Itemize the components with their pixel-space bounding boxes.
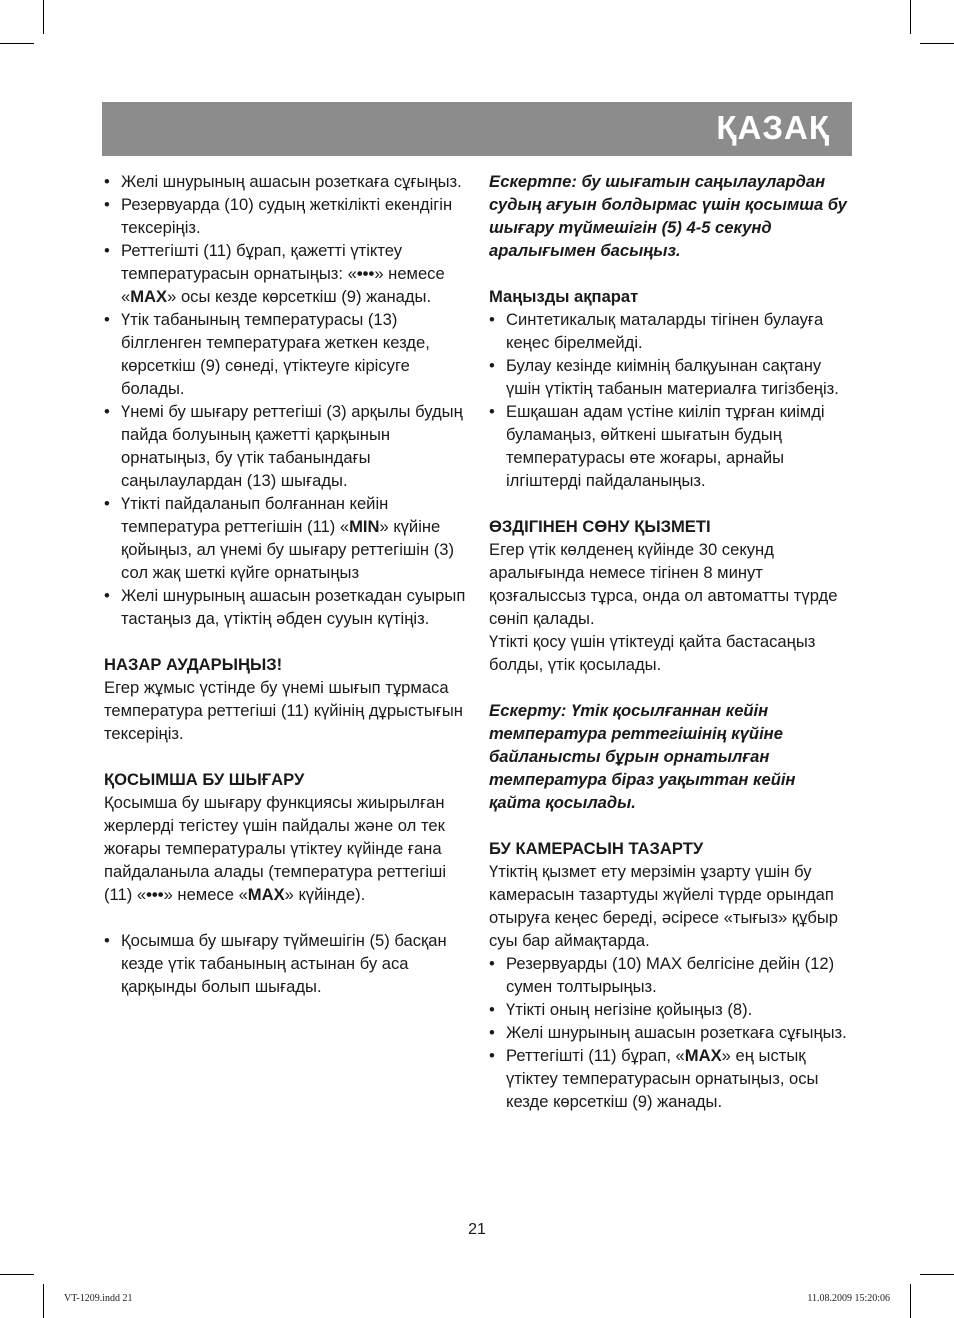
slug-file: VT-1209.indd 21 (64, 1293, 133, 1304)
crop-mark (0, 43, 34, 44)
crop-mark (43, 0, 44, 34)
right-column (489, 170, 851, 1113)
auto-off-text: Егер үтік көлденең күйінде 30 секунд аралығында немесе тігінен 8 минут қозғалыссыз тұрса, онда ол автоматты түрде сөніп қалады. (489, 540, 838, 628)
crop-mark (43, 1284, 44, 1318)
cleaning-heading: БУ КАМЕРАСЫН ТАЗАРТУ (489, 839, 704, 858)
language-banner (102, 102, 852, 156)
list-item: • Булау кезінде киімнің балқуынан сақтану үшін үтіктің табанын материалға тигізбеңіз. (489, 354, 851, 400)
cleaning-text: Үтіктің қызмет ету мерзімін ұзарту үшін бу камерасын тазартуды жүйелі түрде орындап отыруға кеңес береді, әсіресе «тығыз» құбыр суы бар аймақтарда. (489, 862, 839, 950)
extra-steam-text: Қосымша бу шығару функциясы жиырылған жерлерді тегістеу үшін пайдалы және ол тек жоғары температуралы үтіктеу күйінде ғана пайдаланыла алады (температура реттегіші (11) «•••» немесе «MAX» күйінде). (104, 793, 447, 904)
extra-steam-heading: ҚОСЫМША БУ ШЫҒАРУ (104, 770, 305, 789)
left-column (104, 170, 466, 998)
caution-note: Ескерту: Үтік қосылғаннан кейін температура реттегішінің күйіне байланысты бұрын орнатылған температура біраз уақыттан кейін қайта қосылады. (489, 701, 796, 812)
extra-steam-list (104, 929, 466, 998)
crop-mark (920, 1274, 954, 1275)
slug-timestamp: 11.08.2009 15:20:06 (807, 1293, 890, 1304)
crop-mark (920, 43, 954, 44)
auto-off-heading: ӨЗДІГІНЕН СӨНУ ҚЫЗМЕТІ (489, 517, 711, 536)
list-item: • Желі шнурының ашасын розеткаға сұғыңыз. (104, 170, 466, 193)
list-item: • Резервуарда (10) судың жеткілікті екендігін тексеріңіз. (104, 193, 466, 239)
page-title: ҚАЗАҚ (716, 109, 830, 146)
auto-off-text-2: Үтікті қосу үшін үтіктеуді қайта бастасаңыз болды, үтік қосылады. (489, 632, 816, 674)
list-item: • Ешқашан адам үстіне киіліп тұрған киімді буламаңыз, өйткені шығатын будың температурасы өте жоғары, арнайы ілгіштерді пайдаланыңыз. (489, 400, 851, 492)
page-number: 21 (468, 1221, 486, 1238)
list-item: • Үтікті пайдаланып болғаннан кейін температура реттегішін (11) «MIN» күйіне қойыңыз, ал үнемі бу шығару реттегішін (3) сол жақ шеткі күйге орнатыңыз (104, 492, 466, 584)
list-item: • Желі шнурының ашасын розеткадан суырып тастаңыз да, үтіктің әбден сууын күтіңіз. (104, 584, 466, 630)
list-item: • Үтік табанының температурасы (13) білгленген температураға жеткен кезде, көрсеткіш (9) сөнеді, үтіктеуге кірісуге болады. (104, 308, 466, 400)
list-item: • Синтетикалық маталарды тігінен булауға кеңес бірелмейді. (489, 308, 851, 354)
crop-mark (910, 0, 911, 34)
list-item: • Қосымша бу шығару түймешігін (5) басқан кезде үтік табанының астынан бу аса қарқынды болып шығады. (104, 929, 466, 998)
crop-mark (0, 1274, 34, 1275)
list-item: • Реттегішті (11) бұрап, қажетті үтіктеу температурасын орнатыңыз: «•••» немесе «MAX» осы кезде көрсеткіш (9) жанады. (104, 239, 466, 308)
list-item: • Реттегішті (11) бұрап, «MAX» ең ыстық үтіктеу температурасын орнатыңыз, осы кезде көрсеткіш (9) жанады. (489, 1044, 851, 1113)
usage-steps-list (104, 170, 466, 630)
attention-heading: НАЗАР АУДАРЫҢЫЗ! (104, 655, 283, 674)
attention-text: Егер жұмыс үстінде бу үнемі шығып тұрмаса температура реттегіші (11) күйінің дұрыстығын тексеріңіз. (104, 678, 463, 743)
crop-mark (910, 1284, 911, 1318)
list-item: • Желі шнурының ашасын розеткаға сұғыңыз. (489, 1021, 851, 1044)
cleaning-list (489, 952, 851, 1113)
important-list (489, 308, 851, 492)
list-item: • Резервуарды (10) MAX белгісіне дейін (12) сумен толтырыңыз. (489, 952, 851, 998)
warning-note: Ескертпе: бу шығатын саңылаулардан судың ағуын болдырмас үшін қосымша бу шығару түймешігін (5) 4-5 секунд аралығымен басыңыз. (489, 172, 847, 260)
list-item: • Үнемі бу шығару реттегіші (3) арқылы будың пайда болуының қажетті қарқынын орнатыңыз, бу үтік табанындағы саңылаулардан (13) шығады. (104, 400, 466, 492)
important-heading: Маңызды ақпарат (489, 287, 639, 306)
list-item: • Үтікті оның негізіне қойыңыз (8). (489, 998, 851, 1021)
